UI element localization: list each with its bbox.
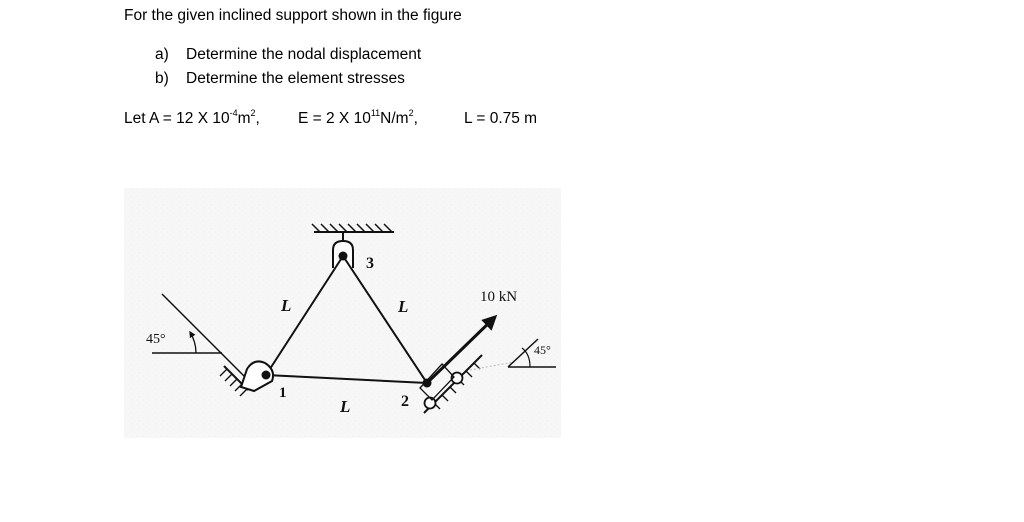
task-item-a (155, 46, 421, 64)
member-label-right: L (398, 297, 409, 316)
problem-intro: For the given inclined support shown in the figure (124, 7, 462, 24)
task-label-a: a) (155, 46, 169, 63)
task-item-b (155, 70, 405, 88)
modulus-unit-exponent: 2 (408, 108, 414, 118)
param-modulus (298, 110, 464, 128)
task-text-b: Determine the element stresses (186, 70, 405, 87)
task-text-a: Determine the nodal displacement (186, 46, 422, 63)
modulus-suffix: , (413, 110, 418, 127)
modulus-unit: N/m (380, 110, 409, 127)
modulus-exponent: 11 (370, 108, 381, 118)
node-3-pin (339, 252, 348, 261)
load-label: 10 kN (480, 289, 518, 305)
angle-label-left: 45° (146, 332, 166, 347)
area-suffix: , (255, 110, 260, 127)
area-unit-exponent: 2 (250, 108, 256, 118)
member-label-left: L (281, 296, 292, 315)
angle-label-right: 45° (534, 343, 551, 357)
task-label-b: b) (155, 70, 169, 87)
truss-figure (124, 182, 561, 440)
node-label-2: 2 (401, 393, 409, 410)
param-length: L = 0.75 m (464, 110, 538, 127)
param-area (124, 110, 298, 128)
member-label-bottom: L (340, 397, 351, 416)
node-label-1: 1 (279, 385, 287, 401)
given-parameters (124, 110, 537, 128)
modulus-prefix: E = 2 X 10 (298, 110, 371, 127)
area-unit: m (237, 110, 251, 127)
node-label-3: 3 (366, 255, 374, 272)
area-prefix: Let A = 12 X 10 (124, 110, 230, 127)
area-exponent: -4 (229, 108, 238, 118)
